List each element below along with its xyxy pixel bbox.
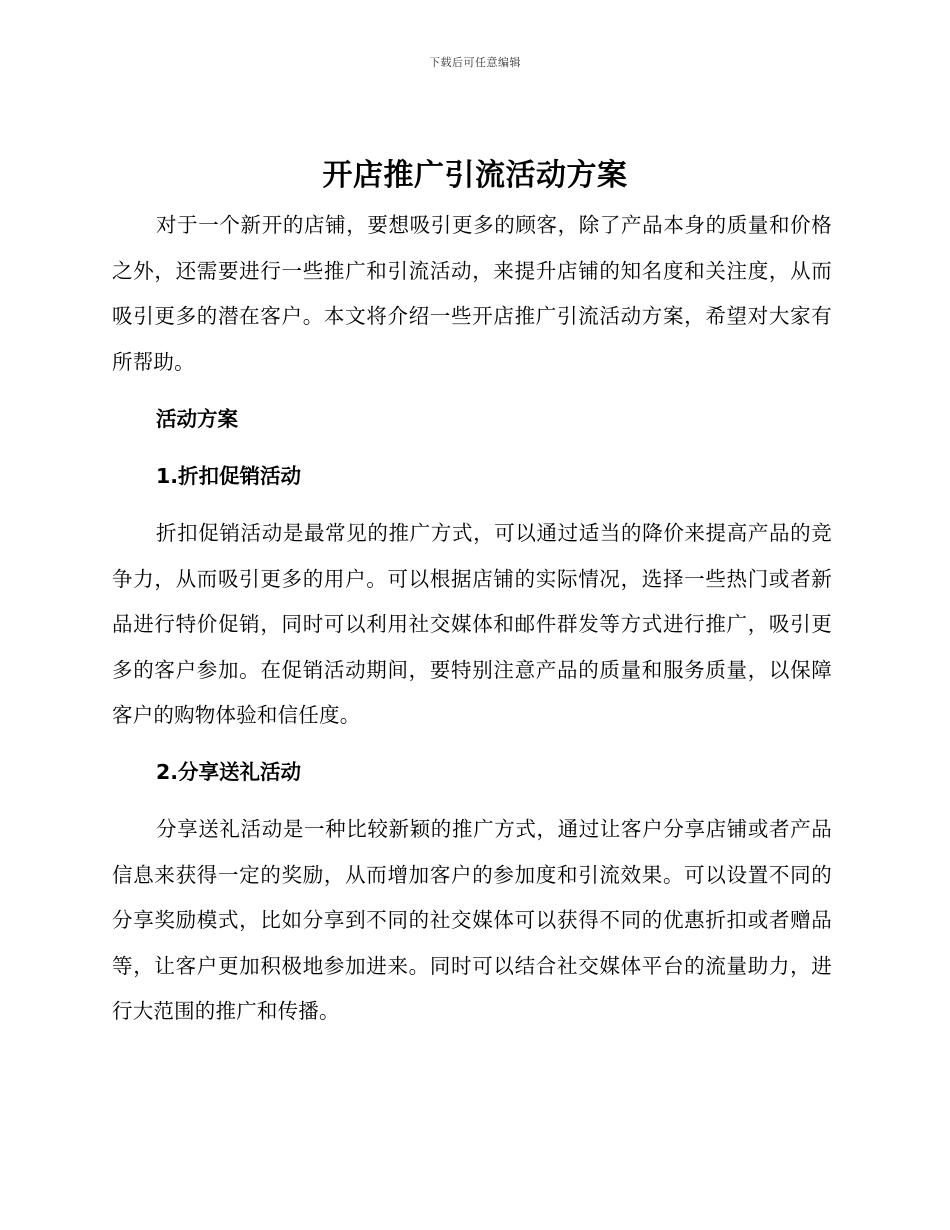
subsection-body-discount: 折扣促销活动是最常见的推广方式，可以通过适当的降价来提高产品的竞争力，从而吸引更多的用户。可以根据店铺的实际情况，选择一些热门或者新品进行特价促销，同时可以利用社交媒体和邮件群发等方式进行推广，吸引更多的客户参加。在促销活动期间，要特别注意产品的质量和服务质量，以保障客户的购物体验和信任度。 — [112, 521, 832, 727]
document-title: 开店推广引流活动方案 — [322, 158, 628, 193]
subsection-heading-share: 2.分享送礼活动 — [156, 759, 302, 784]
document-body — [112, 203, 832, 1035]
intro-paragraph: 对于一个新开的店铺，要想吸引更多的顾客，除了产品本身的质量和价格之外，还需要进行一些推广和引流活动，来提升店铺的知名度和关注度，从而吸引更多的潜在客户。本文将介绍一些开店推广引流活动方案，希望对大家有所帮助。 — [112, 213, 832, 374]
subsection-heading-discount: 1.折扣促销活动 — [156, 463, 302, 488]
section-heading: 活动方案 — [156, 407, 238, 431]
header-note: 下载后可任意编辑 — [429, 56, 521, 69]
subsection-body-share: 分享送礼活动是一种比较新颖的推广方式，通过让客户分享店铺或者产品信息来获得一定的奖励，从而增加客户的参加度和引流效果。可以设置不同的分享奖励模式，比如分享到不同的社交媒体可以获得不同的优惠折扣或者赠品等，让客户更加积极地参加进来。同时可以结合社交媒体平台的流量助力，进行大范围的推广和传播。 — [112, 817, 832, 1023]
